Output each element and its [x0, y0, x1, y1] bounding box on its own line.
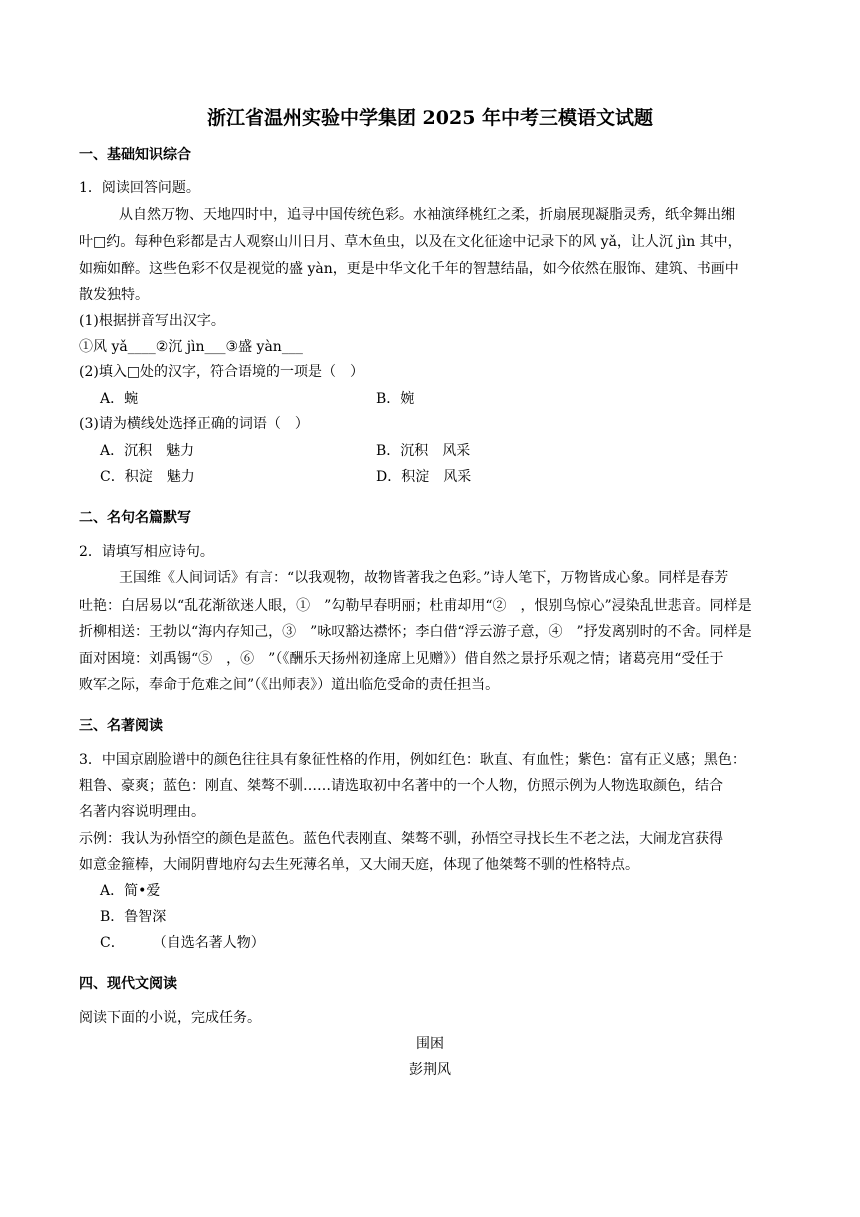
option-a[interactable]: A．蜿: [100, 391, 139, 407]
option-b[interactable]: B．鲁智深: [100, 909, 167, 925]
option-c[interactable]: C． （自选名著人物）: [100, 935, 265, 951]
sub-question-2: (2)填入□处的汉字，符合语境的一项是（ ）: [79, 364, 365, 380]
option-d[interactable]: D．积淀 风采: [376, 469, 472, 485]
section-4-intro: 阅读下面的小说，完成任务。: [79, 1010, 261, 1026]
passage-line: 吐艳：白居易以“乱花渐欲迷人眼，① ”勾勒早春明丽；杜甫却用“② ，恨别鸟惊心”浸染乱世悲音。同样是: [79, 598, 752, 614]
pinyin-blanks: ①风 yǎ____②沉 jìn___③盛 yàn___: [79, 339, 303, 355]
passage-line: 散发独特。: [79, 287, 149, 303]
section-heading-3: 三、名著阅读: [79, 718, 163, 734]
passage-line: 王国维《人间词话》有言：“以我观物，故物皆著我之色彩。”诗人笔下，万物皆成心象。同样是春芳: [119, 570, 729, 586]
sub-question-1: (1)根据拼音写出汉字。: [79, 313, 225, 329]
option-a[interactable]: A．简•爱: [100, 883, 161, 899]
option-c[interactable]: C．积淀 魅力: [100, 469, 195, 485]
passage-line: 从自然万物、天地四时中，追寻中国传统色彩。水袖演绎桃红之柔，折扇展现凝脂灵秀，纸伞舞出缃: [119, 207, 735, 223]
sub-question-3: (3)请为横线处选择正确的词语（ ）: [79, 416, 309, 432]
question-2-stem: 2．请填写相应诗句。: [79, 544, 214, 560]
story-title: 围困: [416, 1036, 444, 1052]
question-3-stem: 3．中国京剧脸谱中的颜色往往具有象征性格的作用，例如红色：耿直、有血性；紫色：富有正义感；黑色：: [79, 752, 746, 768]
passage-line: 败军之际，奉命于危难之间”（《出师表》）道出临危受命的责任担当。: [79, 677, 500, 693]
passage-line: 折柳相送：王勃以“海内存知己，③ ”咏叹豁达襟怀；李白借“浮云游子意，④ ”抒发离别时的不舍。同样是: [79, 624, 752, 640]
section-heading-2: 二、名句名篇默写: [79, 510, 191, 526]
question-3-stem: 粗鲁、豪爽；蓝色：刚直、桀骜不驯……请选取初中名著中的一个人物，仿照示例为人物选取颜色，结合: [79, 778, 723, 794]
option-a[interactable]: A．沉积 魅力: [100, 443, 195, 459]
passage-line: 面对困境：刘禹锡“⑤ ，⑥ ”（《酬乐天扬州初逢席上见赠》）借自然之景抒乐观之情；诸葛亮用“受任于: [79, 651, 724, 667]
question-3-stem: 名著内容说明理由。: [79, 804, 205, 820]
option-b[interactable]: B．婉: [376, 391, 415, 407]
section-heading-4: 四、现代文阅读: [79, 976, 177, 992]
question-1-stem: 1．阅读回答问题。: [79, 180, 200, 196]
option-b[interactable]: B．沉积 风采: [376, 443, 471, 459]
passage-line: 如痴如醉。这些色彩不仅是视觉的盛 yàn，更是中华文化千年的智慧结晶，如今依然在服饰、建筑、书画中: [79, 261, 739, 277]
example-text: 示例：我认为孙悟空的颜色是蓝色。蓝色代表刚直、桀骜不驯，孙悟空寻找长生不老之法，大闹龙宫获得: [79, 831, 723, 847]
passage-line: 叶□约。每种色彩都是古人观察山川日月、草木鱼虫，以及在文化征途中记录下的风 yǎ，让人沉 jìn 其中，: [79, 234, 742, 250]
page-title: 浙江省温州实验中学集团 2025 年中考三模语文试题: [206, 107, 654, 129]
example-text: 如意金箍棒，大闹阴曹地府勾去生死薄名单，又大闹天庭，体现了他桀骜不驯的性格特点。: [79, 857, 639, 873]
section-heading-1: 一、基础知识综合: [79, 147, 191, 163]
story-author: 彭荆风: [409, 1062, 451, 1078]
